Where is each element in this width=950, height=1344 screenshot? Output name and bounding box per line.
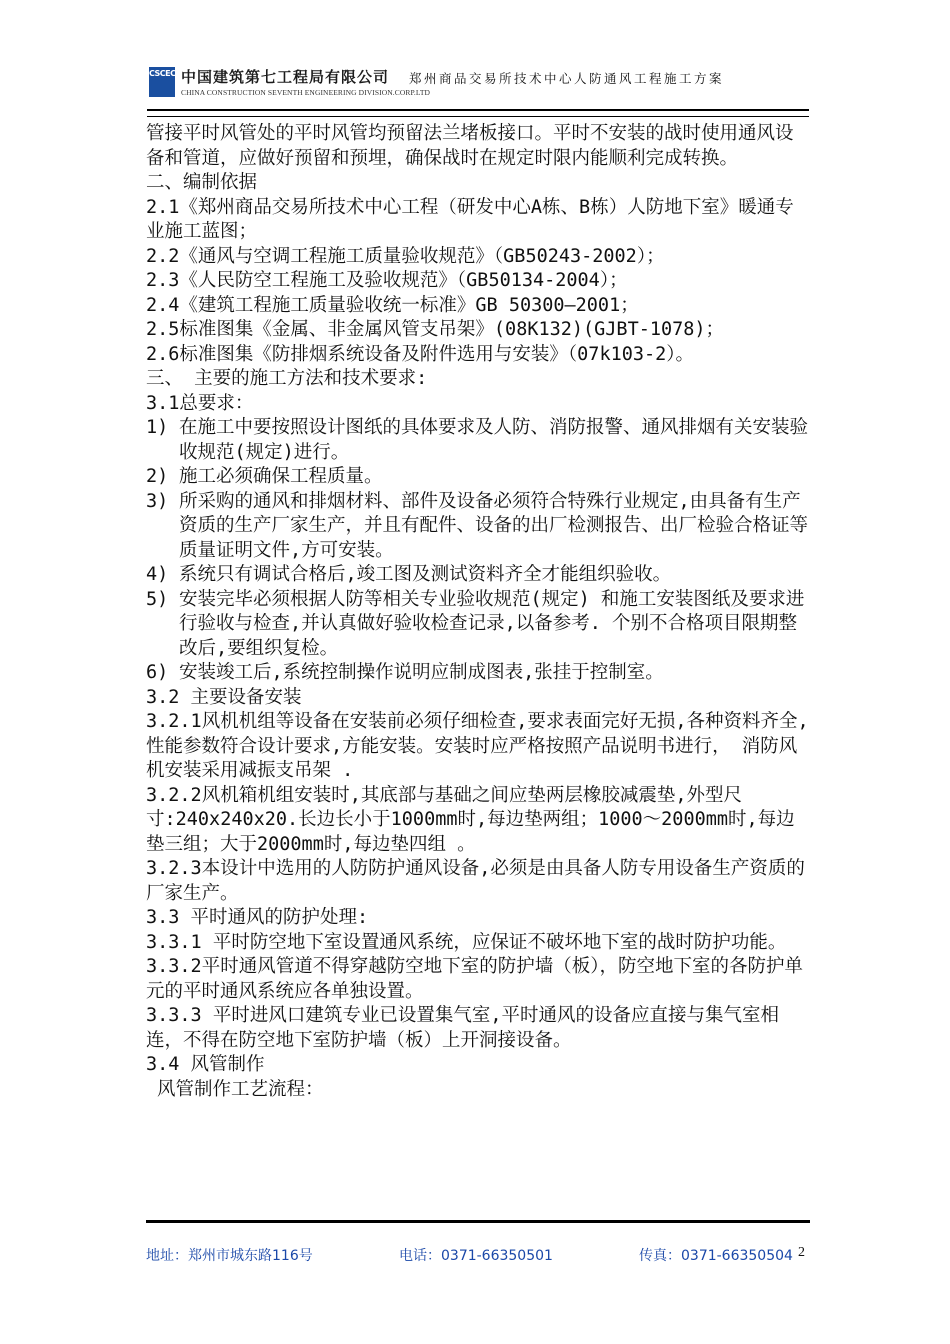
list-item-text: 在施工中要按照设计图纸的具体要求及人防、消防报警、通风排烟有关安装验收规范(规定)进行。 [179,417,809,463]
document-body [146,122,810,1102]
list-item [146,563,810,588]
list-item-number: 6) [146,662,169,683]
list-item-text: 系统只有调试合格后,竣工图及测试资料齐全才能组织验收。 [179,564,672,585]
company-name-en: CHINA CONSTRUCTION SEVENTH ENGINEERING DIVISION.CORP.LTD [181,88,431,97]
list-item-number: 2) [146,466,169,487]
list-item-number: 5) [146,588,169,610]
list-item-text: 施工必须确保工程质量。 [179,466,383,487]
list-item-text: 安装竣工后,系统控制操作说明应制成图表,张挂于控制室。 [179,662,664,683]
paragraph: 2.6标准图集《防排烟系统设备及附件选用与安装》（07k103-2）。 [146,343,695,365]
header-rule-thick [147,109,809,111]
paragraph: 管接平时风管处的平时风管均预留法兰堵板接口。平时不安装的战时使用通风设备和管道，应做好预留和预埋，确保战时在规定时限内能顺利完成转换。 [146,123,794,169]
paragraph: 2.1《郑州商品交易所技术中心工程（研发中心A栋、B栋）人防地下室》暖通专业施工蓝图； [146,196,794,242]
paragraph: 3.4 风管制作 [146,1054,265,1075]
footer-address: 地址：郑州市城东路116号 [146,1248,313,1264]
list-item [146,465,810,490]
footer-phone: 电话：0371-66350501 [399,1248,553,1264]
list-item-number: 4) [146,564,169,585]
list-item-number: 3) [146,490,169,512]
page-number: 2 [798,1245,805,1260]
list-item-number: 1) [146,417,169,438]
paragraph: 3.3.2平时通风管道不得穿越防空地下室的防护墙（板），防空地下室的各防护单元的平时通风系统应各单独设置。 [146,956,803,1002]
paragraph: 2.3《人民防空工程施工及验收规范》（GB50134-2004）； [146,270,628,291]
paragraph: 三、 主要的施工方法和技术要求: [146,368,428,389]
paragraph: 3.3 平时通风的防护处理: [146,907,369,928]
paragraph: 2.5标准图集《金属、非金属风管支吊架》(08K132)(GJBT-1078)； [146,319,725,340]
project-title: 郑州商品交易所技术中心人防通风工程施工方案 [409,71,725,86]
list-item [146,661,810,686]
list-item-text: 安装完毕必须根据人防等相关专业验收规范(规定) 和施工安装图纸及要求进行验收与检查,并认真做好验收检查记录,以备参考. 个别不合格项目限期整改后,要组织复检。 [179,588,805,659]
company-name-cn: 中国建筑第七工程局有限公司 [181,68,390,86]
paragraph: 3.3.3 平时进风口建筑专业已设置集气室,平时通风的设备应直接与集气室相连，不得在防空地下室防护墙（板）上开洞接设备。 [146,1005,779,1051]
paragraph: 3.1总要求： [146,392,254,414]
list-item [146,416,810,465]
paragraph: 2.4《建筑工程施工质量验收统一标准》GB 50300—2001； [146,294,639,316]
list-item-text: 所采购的通风和排烟材料、部件及设备必须符合特殊行业规定,由具备有生产资质的生产厂家生产，并且有配件、设备的出厂检测报告、出厂检验合格证等质量证明文件,方可安装。 [179,490,809,561]
paragraph: 二、编制依据 [146,172,258,193]
paragraph: 3.3.1 平时防空地下室设置通风系统，应保证不破坏地下室的战时防护功能。 [146,931,787,953]
footer-rule [146,1220,810,1223]
indented-paragraph: 风管制作工艺流程： [157,1078,324,1100]
paragraph: 3.2.3本设计中选用的人防防护通风设备,必须是由具备人防专用设备生产资质的厂家生产。 [146,858,805,904]
list-item [146,490,810,564]
paragraph: 3.2.1风机机组等设备在安装前必须仔细检查,要求表面完好无损,各种资料齐全,性能参数符合设计要求,方能安装。安装时应严格按照产品说明书进行， 消防风机安装采用减振支吊架 . [146,711,809,781]
footer-fax: 传真：0371-66350504 [639,1248,793,1264]
paragraph: 3.2 主要设备安装 [146,686,302,708]
paragraph: 2.2《通风与空调工程施工质量验收规范》（GB50243-2002）； [146,245,665,267]
paragraph: 3.2.2风机箱机组安装时,其底部与基础之间应垫两层橡胶减震垫,外型尺寸:240x240x20.长边长小于1000mm时,每边垫两组；1000～2000mm时,每边垫三组；大于2000mm时,每边垫四组 。 [146,784,795,855]
list-item [146,588,810,662]
header-rule-thin [147,116,809,117]
company-logo: CSCEC [149,67,175,97]
